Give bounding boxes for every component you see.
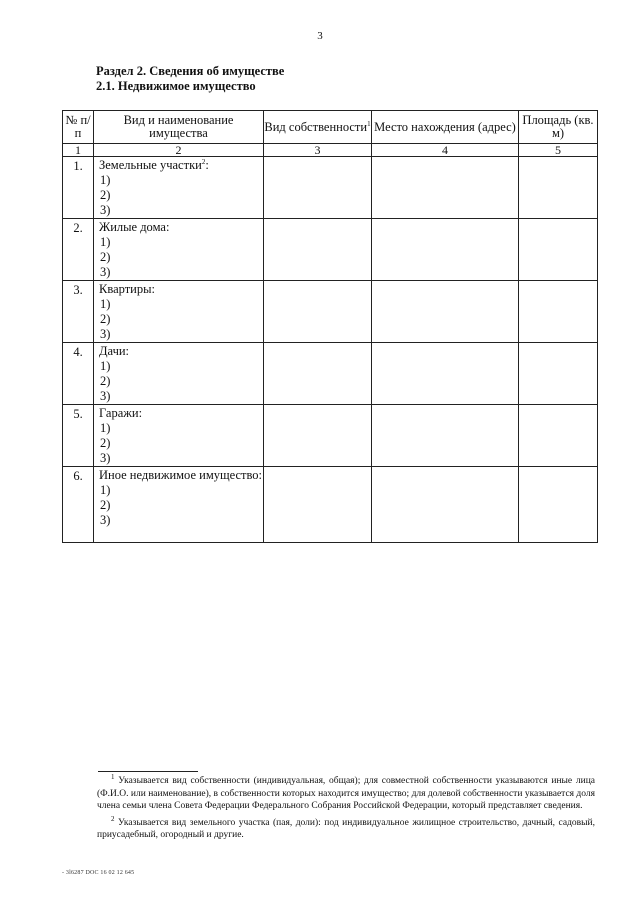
location-cell	[372, 405, 519, 467]
column-number: 2	[94, 144, 264, 157]
sub-item: 2)	[100, 374, 111, 388]
table-row	[63, 343, 598, 405]
area-cell	[519, 281, 598, 343]
category-label: Квартиры:	[99, 282, 155, 296]
location-cell	[372, 343, 519, 405]
category-text: Земельные участки	[99, 158, 202, 172]
footnote-text: Указывается вид собственности (индивидуальная, общая); для совместной собственности указываются иные лица (Ф.И.О. или наименование), в собственности которых находится имущество; для долевой собственности указывается доля члена семьи члена Совета Федерации Федерального Собрания Российской Федерации, который представляет сведения.	[97, 776, 595, 811]
section-heading	[96, 64, 284, 94]
header-property-name: Вид и наименование имущества	[94, 111, 264, 144]
footnote-2	[97, 814, 595, 842]
sub-item: 3)	[100, 451, 111, 465]
location-cell	[372, 219, 519, 281]
footnotes	[97, 772, 595, 846]
header-location: Место нахождения (адрес)	[372, 111, 519, 144]
sub-item: 2)	[100, 498, 111, 512]
page-number: 3	[317, 30, 323, 42]
sub-item: 2)	[100, 312, 111, 326]
ownership-cell	[264, 281, 372, 343]
area-cell	[519, 219, 598, 281]
area-cell	[519, 343, 598, 405]
row-number: 5.	[63, 405, 94, 467]
sub-item: 1)	[100, 235, 111, 249]
category-label: Жилые дома:	[99, 220, 170, 234]
sub-item: 1)	[100, 421, 111, 435]
sub-item: 3)	[100, 265, 111, 279]
sub-item: 2)	[100, 436, 111, 450]
section-subtitle: 2.1. Недвижимое имущество	[96, 79, 256, 93]
ownership-cell	[264, 467, 372, 543]
property-name-cell	[94, 405, 264, 467]
row-number: 4.	[63, 343, 94, 405]
property-name-cell	[94, 467, 264, 543]
table-row	[63, 405, 598, 467]
location-cell	[372, 157, 519, 219]
column-number: 4	[372, 144, 519, 157]
area-cell	[519, 405, 598, 467]
property-name-cell	[94, 219, 264, 281]
row-number: 3.	[63, 281, 94, 343]
real-estate-table	[62, 110, 598, 543]
table-row	[63, 157, 598, 219]
area-cell	[519, 157, 598, 219]
footnote-ref-1: 1	[367, 119, 371, 128]
table-row	[63, 219, 598, 281]
sub-item: 2)	[100, 188, 111, 202]
ownership-cell	[264, 343, 372, 405]
row-number: 2.	[63, 219, 94, 281]
sub-item: 3)	[100, 203, 111, 217]
sub-item: 3)	[100, 513, 111, 527]
table-row	[63, 467, 598, 543]
area-cell	[519, 467, 598, 543]
sub-item: 1)	[100, 359, 111, 373]
ownership-cell	[264, 157, 372, 219]
header-ownership-type-text: Вид собственности	[264, 119, 368, 134]
ownership-cell	[264, 219, 372, 281]
column-number-row	[63, 144, 598, 157]
footnote-marker: 2	[111, 814, 115, 823]
header-number: № п/п	[63, 111, 94, 144]
category-label: Гаражи:	[99, 406, 143, 420]
footnote-1	[97, 772, 595, 813]
column-number: 5	[519, 144, 598, 157]
category-label: Дачи:	[99, 344, 130, 358]
sub-item: 3)	[100, 389, 111, 403]
footnote-marker: 1	[111, 772, 115, 781]
header-area: Площадь (кв. м)	[519, 111, 598, 144]
footnote-divider	[98, 771, 198, 772]
category-label	[99, 158, 263, 173]
section-title: Раздел 2. Сведения об имуществе	[96, 64, 285, 78]
category-label: Иное недвижимое имущество:	[99, 468, 263, 482]
property-name-cell	[94, 157, 264, 219]
sub-item: 1)	[100, 483, 111, 497]
footnote-text: Указывается вид земельного участка (пая, доли): под индивидуальное жилищное строительство, дачный, садовый, приусадебный, огородный и другие.	[97, 817, 595, 840]
sub-item: 1)	[100, 173, 111, 187]
category-suffix: :	[205, 158, 209, 172]
row-number: 1.	[63, 157, 94, 219]
sub-item: 3)	[100, 327, 111, 341]
column-number: 1	[63, 144, 94, 157]
header-ownership-type	[264, 111, 372, 144]
row-number: 6.	[63, 467, 94, 543]
table-row	[63, 281, 598, 343]
ownership-cell	[264, 405, 372, 467]
location-cell	[372, 467, 519, 543]
column-number: 3	[264, 144, 372, 157]
property-name-cell	[94, 281, 264, 343]
property-name-cell	[94, 343, 264, 405]
document-code: - 3l6287 DOC 16 02 12 645	[62, 870, 135, 876]
footnote-ref-2: 2	[201, 157, 206, 166]
location-cell	[372, 281, 519, 343]
sub-item: 2)	[100, 250, 111, 264]
sub-item: 1)	[100, 297, 111, 311]
header-row	[63, 111, 598, 144]
